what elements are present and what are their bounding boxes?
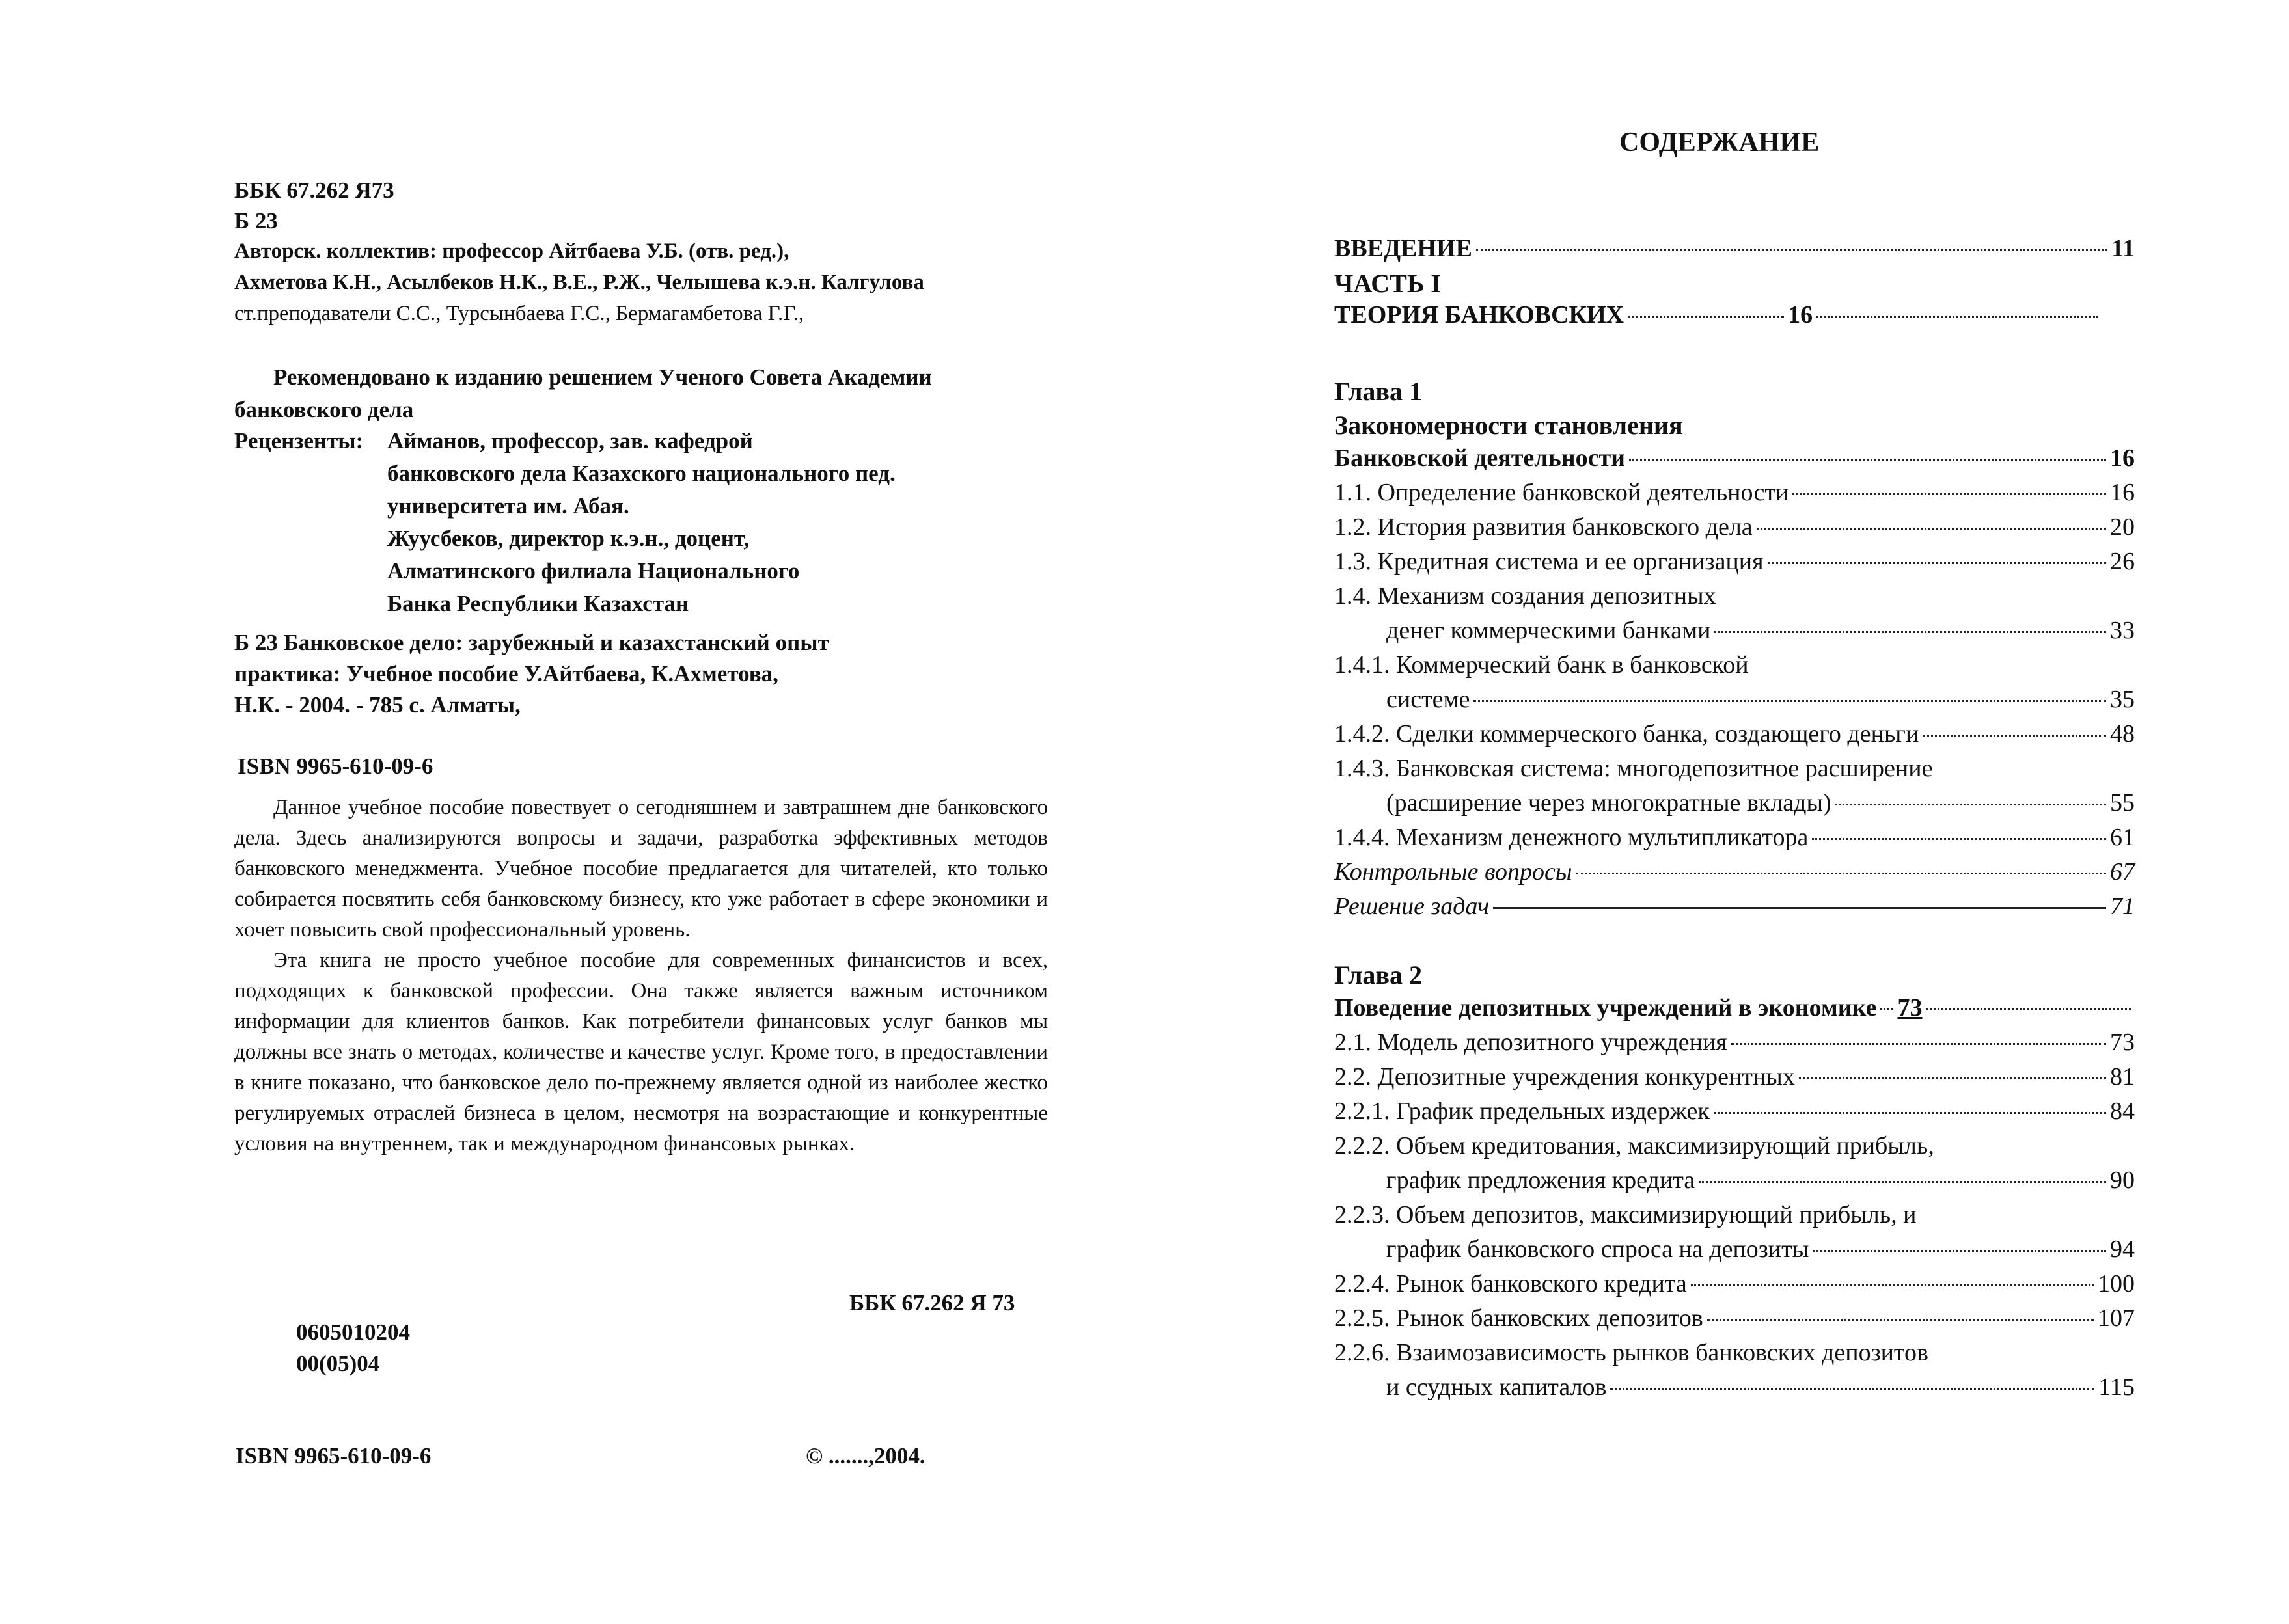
toc-item[interactable]: 1.4.3. Банковская система: многодепозитное расширение <box>1334 755 1933 782</box>
authors-line-2: Ахметова К.Н., Асылбеков Н.К., В.Е., Р.Ж., Челышева к.э.н. Калгулова <box>234 271 924 294</box>
contents-title: СОДЕРЖАНИЕ <box>1619 128 1820 157</box>
biblio-line-2: практика: Учебное пособие У.Айтбаева, К.Ахметова, <box>234 661 778 686</box>
reviewer-line: университета им. Абая. <box>387 493 629 519</box>
description-paragraph-2: Эта книга не просто учебное пособие для современных финансистов и всех, подходящих к банковской профессии. Она также является важным источником информации для клиентов банков. Как потребители финансовых услуг банков мы должны все знать о методах, количестве и качестве услуг. Кроме того, в предоставлении в книге показано, что банковское дело по-прежнему является одной из наиболее жестко регулируемых отраслей бизнеса в целом, несмотря на возрастающие и конкурентные условия на внутреннем, так и международном финансовых рынках. <box>234 949 1048 1156</box>
toc-item[interactable]: 2.2.1. График предельных издержек 84 <box>1334 1098 2135 1125</box>
toc-item[interactable]: 2.1. Модель депозитного учреждения 73 <box>1334 1029 2135 1056</box>
biblio-line-1: Б 23 Банковское дело: зарубежный и казахстанский опыт <box>234 630 829 655</box>
reviewer-line: банковского дела Казахского национального пед. <box>387 461 896 486</box>
toc-item[interactable]: 2.2.5. Рынок банковских депозитов 107 <box>1334 1305 2135 1332</box>
reviewer-line: Алматинского филиала Национального <box>387 558 800 584</box>
isbn-bottom: ISBN 9965-610-09-6 <box>236 1443 432 1468</box>
toc-item[interactable]: 1.1. Определение банковской деятельности 16 <box>1334 479 2135 506</box>
code-b23: Б 23 <box>234 208 278 234</box>
toc-item[interactable]: 1.2. История развития банковского дела 20 <box>1334 513 2135 541</box>
toc-item[interactable]: 1.4.4. Механизм денежного мультипликатора 61 <box>1334 824 2135 851</box>
reviewer-line: Жуусбеков, директор к.э.н., доцент, <box>387 526 750 551</box>
biblio-line-3: Н.К. - 2004. - 785 с. Алматы, <box>234 692 521 718</box>
isbn-top: ISBN 9965-610-09-6 <box>238 753 433 779</box>
chapter-1-name: Закономерности становления <box>1334 411 1683 440</box>
reviewers-label: Рецензенты: <box>234 428 364 453</box>
toc-chapter-1[interactable]: Банковской деятельности 16 <box>1334 444 2135 472</box>
toc-item[interactable]: (расширение через многократные вклады) 55 <box>1386 789 2135 817</box>
toc-item[interactable]: денег коммерческими банками 33 <box>1386 617 2135 644</box>
toc-item[interactable]: 2.2.3. Объем депозитов, максимизирующий прибыль, и <box>1334 1201 1917 1228</box>
reviewer-line: Айманов, профессор, зав. кафедрой <box>387 428 753 453</box>
toc-item[interactable]: и ссудных капиталов 115 <box>1386 1374 2135 1401</box>
chapter-2-title: Глава 2 <box>1334 960 1422 990</box>
code-number-2: 00(05)04 <box>296 1351 380 1376</box>
toc-item[interactable]: график предложения кредита 90 <box>1386 1167 2135 1194</box>
toc-item-solutions[interactable]: Решение задач 71 <box>1334 893 2135 920</box>
toc-intro[interactable]: ВВЕДЕНИЕ 11 <box>1334 235 2135 262</box>
recommended-line-2: банковского дела <box>234 397 414 422</box>
toc-item-control-questions[interactable]: Контрольные вопросы 67 <box>1334 858 2135 886</box>
toc-item[interactable]: 2.2.6. Взаимозависимость рынков банковских депозитов <box>1334 1339 1928 1366</box>
bbk-header: ББК 67.262 Я73 <box>234 178 394 203</box>
toc-part: ЧАСТЬ I <box>1334 269 1441 298</box>
description-paragraph-1: Данное учебное пособие повествует о сегодняшнем и завтрашнем дне банковского дела. Здесь анализируются вопросы и задачи, разработка эффективных методов банковского менеджмента. Учебное пособие предлагается для читателей, кто только собирается посвятить себя банковскому бизнесу, кто уже работает в сфере экономики и хочет повысить свой профессиональный уровень. <box>234 796 1048 941</box>
authors-line-3: ст.преподаватели С.С., Турсынбаева Г.С., Бермагамбетова Г.Г., <box>234 302 804 325</box>
toc-item[interactable]: 1.4.1. Коммерческий банк в банковской <box>1334 651 1749 679</box>
authors-line-1: Авторск. коллектив: профессор Айтбаева У.Б. (отв. ред.), <box>234 239 789 263</box>
toc-item[interactable]: системе 35 <box>1386 686 2135 713</box>
toc-item[interactable]: 1.4.2. Сделки коммерческого банка, создающего деньги 48 <box>1334 720 2135 748</box>
toc-item[interactable]: 2.2.2. Объем кредитования, максимизирующий прибыль, <box>1334 1132 1934 1159</box>
toc-item[interactable]: 2.2. Депозитные учреждения конкурентных 81 <box>1334 1063 2135 1090</box>
toc-item[interactable]: 1.3. Кредитная система и ее организация 26 <box>1334 548 2135 575</box>
toc-chapter-2[interactable]: Поведение депозитных учреждений в экономике 73 <box>1334 994 2135 1027</box>
code-number-1: 0605010204 <box>296 1320 410 1345</box>
toc-item[interactable]: график банковского спроса на депозиты 94 <box>1386 1236 2135 1263</box>
toc-item[interactable]: 2.2.4. Рынок банковского кредита 100 <box>1334 1270 2135 1297</box>
description-block <box>234 792 1048 1159</box>
chapter-1-title: Глава 1 <box>1334 377 1422 406</box>
toc-part-title[interactable]: ТЕОРИЯ БАНКОВСКИХ 16 <box>1334 301 2102 334</box>
toc-item[interactable]: 1.4. Механизм создания депозитных <box>1334 582 1716 610</box>
reviewer-line: Банка Республики Казахстан <box>387 591 689 616</box>
bbk-bottom: ББК 67.262 Я 73 <box>849 1290 1015 1316</box>
copyright: © .......,2004. <box>806 1443 925 1468</box>
recommended-line-1: Рекомендовано к изданию решением Ученого Совета Академии <box>273 364 932 390</box>
